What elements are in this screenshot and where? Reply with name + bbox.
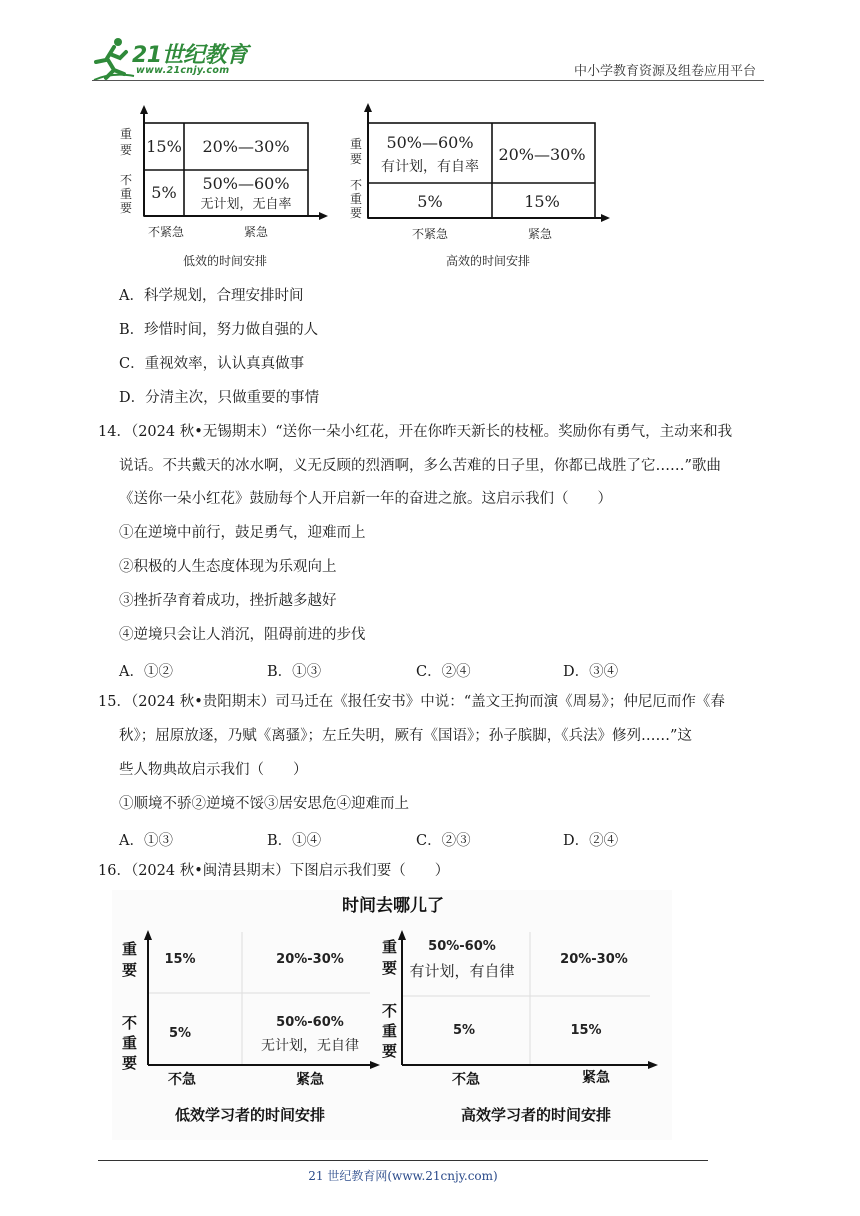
x-label-not-urgent: 不急 — [168, 1072, 196, 1088]
q13-option-a: A．科学规划，合理安排时间 — [119, 288, 304, 304]
x-label-urgent: 紧急 — [582, 1070, 610, 1086]
cell-bottom-right: 15% — [570, 1023, 602, 1038]
cell-top-left-note: 有计划，有自率 — [381, 159, 479, 175]
cell-bottom-right-note: 无计划，无自率 — [200, 197, 292, 212]
cell-top-left-note: 有计划，有自律 — [409, 962, 515, 980]
cell-top-left-value: 50%-60% — [428, 939, 496, 954]
q14-statement-1: ①在逆境中前行，鼓足勇气，迎难而上 — [119, 525, 366, 541]
x-label-urgent: 紧急 — [243, 225, 269, 239]
q15-statements: ①顺境不骄②逆境不馁③居安思危④迎难而上 — [119, 796, 409, 812]
x-axis-arrow — [319, 212, 328, 220]
q15-option-b: B．①④ — [267, 833, 322, 849]
q15-stem-line-3: 些人物典故启示我们（ ） — [119, 762, 308, 778]
header-platform-text: 中小学教育资源及组卷应用平台 — [573, 64, 756, 79]
x-label-urgent: 紧急 — [527, 227, 553, 241]
x-label-not-urgent: 不紧急 — [411, 227, 449, 241]
x-label-not-urgent: 不紧急 — [147, 225, 185, 239]
q14-statement-3: ③挫折孕育着成功，挫折越多越好 — [119, 593, 337, 609]
header-divider — [92, 80, 764, 81]
cell-top-right: 20%—30% — [202, 137, 290, 156]
cell-top-right: 20%-30% — [276, 952, 344, 967]
cell-bottom-left: 5% — [452, 1023, 476, 1038]
cell-bottom-left: 5% — [168, 1026, 192, 1041]
q15-stem-line-1: 15．（2024 秋•贵阳期末）司马迁在《报任安书》中说：“盖文王拘而演《周易》；仲尼厄而作《春 — [98, 694, 725, 710]
q16-stem: 16．（2024 秋•闽清县期末）下图启示我们要（ ） — [98, 863, 450, 879]
y-label-not-important: 不重要 — [382, 1002, 398, 1060]
footer-text: 21 世纪教育网(www.21cnjy.com) — [308, 1169, 498, 1183]
q14-options — [119, 660, 719, 680]
cell-bottom-right: 15% — [524, 192, 560, 211]
q14-option-c: C．②④ — [416, 664, 471, 680]
y-axis-arrow — [364, 103, 372, 112]
footer-divider — [98, 1160, 708, 1161]
low-efficiency-chart — [120, 105, 328, 268]
chart-caption: 高效的时间安排 — [445, 254, 531, 268]
q14-stem-line-2: 说话。不共戴天的冰水啊，义无反顾的烈酒啊，多么苦难的日子里，你都已战胜了它……”歌曲 — [119, 458, 721, 474]
logo-main-text: 21世纪教育 — [132, 43, 248, 68]
chart-title: 时间去哪儿了 — [342, 896, 444, 916]
time-arrangement-chart-1 — [110, 100, 620, 275]
time-arrangement-chart-2 — [112, 890, 672, 1140]
chart-caption: 高效学习者的时间安排 — [460, 1106, 612, 1124]
cell-bottom-right-note: 无计划，无自律 — [261, 1038, 359, 1054]
y-label-important: 重要 — [122, 940, 138, 979]
q14-stem-line-1: 14．（2024 秋•无锡期末）“送你一朵小红花，开在你昨天新长的枝桠。奖励你有勇气，主动来和我 — [98, 424, 733, 440]
q14-option-b: B．①③ — [267, 664, 322, 680]
q14-statement-2: ②积极的人生态度体现为乐观向上 — [119, 559, 337, 575]
y-label-not-important: 不重要 — [122, 1014, 138, 1072]
q15-stem-line-2: 秋》；屈原放逐，乃赋《离骚》；左丘失明，厥有《国语》；孙子膑脚，《兵法》修列……”这 — [119, 728, 692, 744]
q13-option-b: B．珍惜时间，努力做自强的人 — [119, 322, 319, 338]
q13-option-c: C．重视效率，认认真真做事 — [119, 356, 305, 372]
cell-bottom-right-value: 50%—60% — [202, 174, 290, 193]
q13-option-d: D．分清主次，只做重要的事情 — [119, 390, 320, 406]
q14-option-a: A．①② — [119, 664, 173, 680]
q14-statement-4: ④逆境只会让人消沉，阻碍前进的步伐 — [119, 627, 366, 643]
cell-top-right: 20%-30% — [560, 952, 628, 967]
cell-top-left: 15% — [164, 952, 196, 967]
y-label-important: 重要 — [382, 938, 398, 977]
x-axis-arrow — [601, 214, 610, 222]
logo-sub-text: www.21cnjy.com — [136, 65, 230, 76]
cell-top-left: 15% — [146, 137, 182, 156]
y-axis-arrow — [140, 105, 148, 114]
cell-bottom-left: 5% — [151, 183, 177, 202]
site-logo — [92, 36, 262, 82]
y-label-important: 重要 — [120, 127, 133, 157]
q15-option-a: A．①③ — [119, 833, 173, 849]
high-efficiency-chart — [350, 103, 610, 268]
cell-bottom-left: 5% — [417, 192, 443, 211]
y-label-not-important: 不重要 — [350, 178, 363, 220]
y-label-important: 重要 — [350, 137, 363, 166]
cell-bottom-right-value: 50%-60% — [276, 1015, 344, 1030]
q15-options — [119, 829, 719, 849]
cell-top-right: 20%—30% — [498, 145, 586, 164]
chart-caption: 低效的时间安排 — [182, 254, 268, 268]
q15-option-d: D．②④ — [563, 833, 619, 849]
q14-stem-line-3: 《送你一朵小红花》鼓励每个人开启新一年的奋进之旅。这启示我们（ ） — [119, 491, 612, 507]
x-label-not-urgent: 不急 — [452, 1072, 480, 1088]
running-person-icon — [92, 36, 136, 82]
x-label-urgent: 紧急 — [296, 1072, 324, 1088]
cell-top-left-value: 50%—60% — [386, 133, 474, 152]
y-label-not-important: 不重要 — [120, 173, 133, 215]
q15-option-c: C．②③ — [416, 833, 471, 849]
chart-caption: 低效学习者的时间安排 — [174, 1106, 326, 1124]
q14-option-d: D．③④ — [563, 664, 619, 680]
